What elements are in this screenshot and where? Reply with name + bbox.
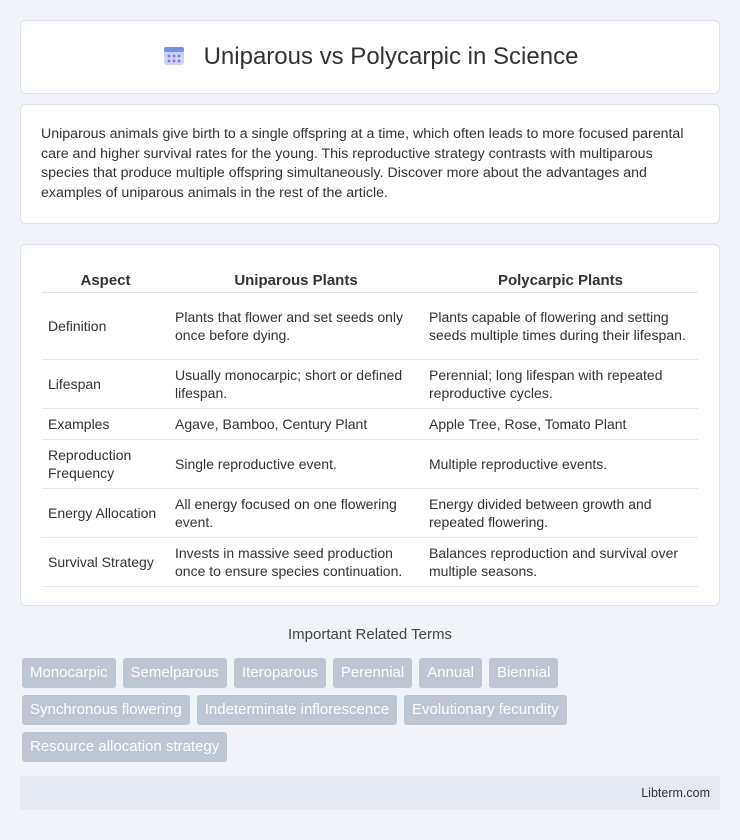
- table-cell: Examples: [42, 409, 169, 440]
- table-cell: Reproduction Frequency: [42, 440, 169, 489]
- calendar-icon: [162, 43, 186, 72]
- related-term-tag[interactable]: Evolutionary fecundity: [404, 695, 567, 725]
- table-header-uniparous: Uniparous Plants: [169, 263, 423, 293]
- related-terms-heading: Important Related Terms: [288, 626, 452, 643]
- related-term-tag[interactable]: Perennial: [333, 658, 412, 688]
- table-cell: Balances reproduction and survival over multiple seasons.: [423, 538, 698, 587]
- table-cell: Plants that flower and set seeds only once before dying.: [169, 293, 423, 360]
- table-cell: Invests in massive seed production once to ensure species continuation.: [169, 538, 423, 587]
- page-title: Uniparous vs Polycarpic in Science: [203, 43, 579, 70]
- table-cell: Single reproductive event.: [169, 440, 423, 489]
- related-terms-list: [22, 658, 722, 762]
- table-cell: Agave, Bamboo, Century Plant: [169, 409, 423, 440]
- footer: [20, 776, 720, 810]
- intro-card: [20, 104, 720, 224]
- intro-text: Uniparous animals give birth to a single offspring at a time, which often leads to more focused parental care and higher survival rates for the young. This reproductive strategy contrasts with multiparous species that produce multiple offspring simultaneously. Discover more about the advantages and examples of uniparous animals in the rest of the article.: [41, 126, 684, 201]
- table-cell: Perennial; long lifespan with repeated reproductive cycles.: [423, 360, 698, 409]
- table-row: [42, 409, 698, 440]
- related-term-tag[interactable]: Monocarpic: [22, 658, 116, 688]
- header-card: [20, 20, 720, 94]
- comparison-table-card: [20, 244, 720, 606]
- table-cell: Energy Allocation: [42, 489, 169, 538]
- table-cell: Usually monocarpic; short or defined lifespan.: [169, 360, 423, 409]
- table-cell: Energy divided between growth and repeated flowering.: [423, 489, 698, 538]
- related-term-tag[interactable]: Iteroparous: [234, 658, 326, 688]
- footer-site-link[interactable]: Libterm.com: [641, 786, 710, 800]
- table-cell: Definition: [42, 293, 169, 360]
- table-cell: Lifespan: [42, 360, 169, 409]
- table-header-aspect: Aspect: [42, 263, 169, 293]
- table-row: [42, 489, 698, 538]
- table-cell: Apple Tree, Rose, Tomato Plant: [423, 409, 698, 440]
- table-cell: Multiple reproductive events.: [423, 440, 698, 489]
- table-row: [42, 440, 698, 489]
- table-cell: All energy focused on one flowering event.: [169, 489, 423, 538]
- related-term-tag[interactable]: Semelparous: [123, 658, 227, 688]
- related-term-tag[interactable]: Biennial: [489, 658, 558, 688]
- related-term-tag[interactable]: Synchronous flowering: [22, 695, 190, 725]
- related-term-tag[interactable]: Resource allocation strategy: [22, 732, 227, 762]
- comparison-table: [42, 263, 698, 587]
- table-row: [42, 360, 698, 409]
- table-header-polycarpic: Polycarpic Plants: [423, 263, 698, 293]
- related-term-tag[interactable]: Indeterminate inflorescence: [197, 695, 397, 725]
- table-row: [42, 538, 698, 587]
- table-row: [42, 293, 698, 360]
- table-cell: Plants capable of flowering and setting seeds multiple times during their lifespan.: [423, 293, 698, 360]
- table-cell: Survival Strategy: [42, 538, 169, 587]
- related-term-tag[interactable]: Annual: [419, 658, 482, 688]
